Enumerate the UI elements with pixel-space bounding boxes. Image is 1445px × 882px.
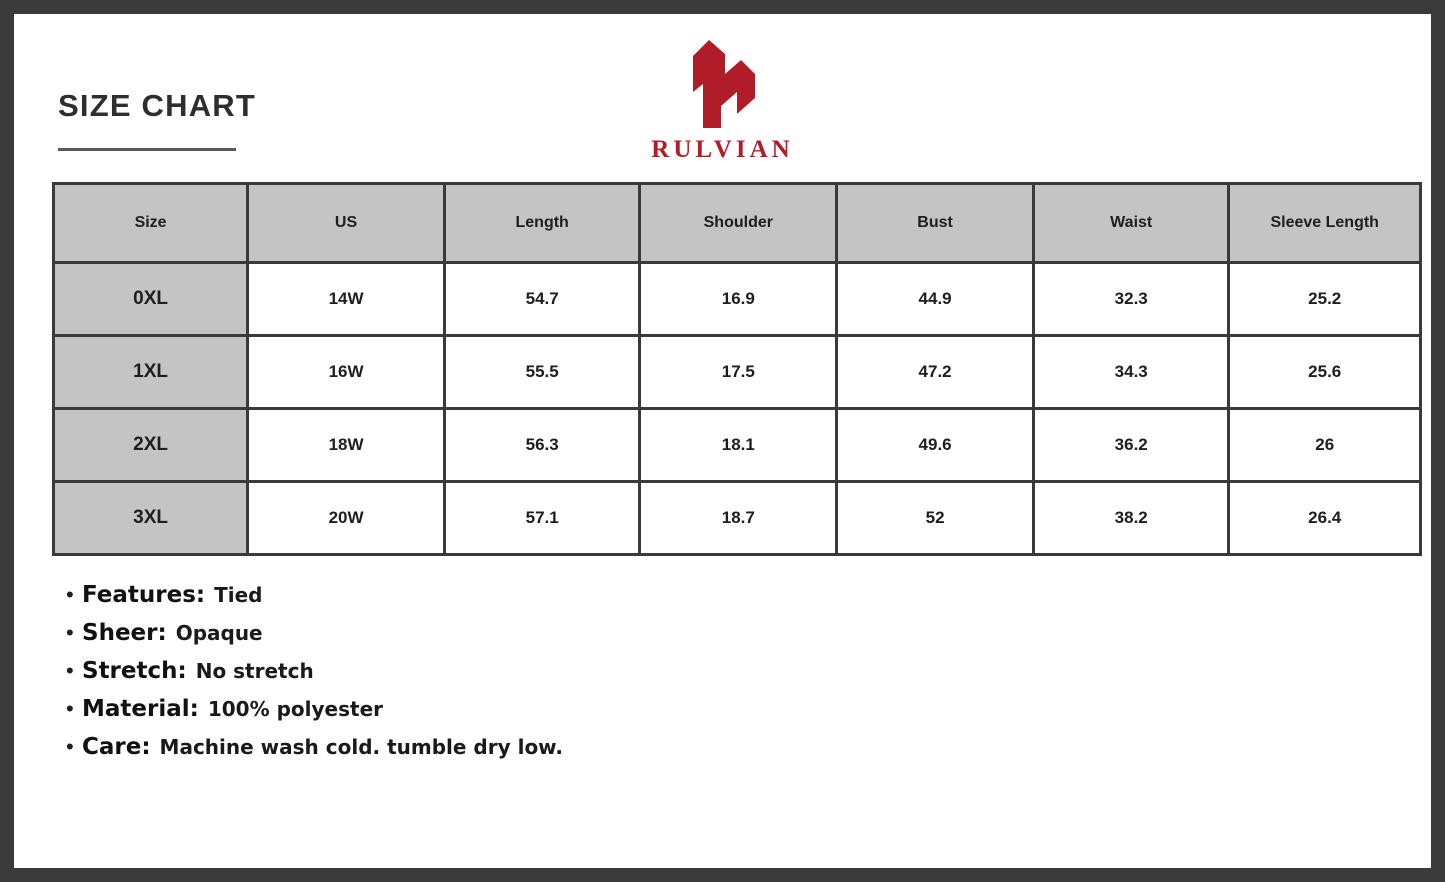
cell-length: 55.5 <box>446 337 638 407</box>
column-header-shoulder: Shoulder <box>641 185 835 261</box>
column-header-sleeve-length: Sleeve Length <box>1230 185 1419 261</box>
list-item <box>66 582 1366 608</box>
cell-size: 2XL <box>55 410 246 480</box>
column-header-length: Length <box>446 185 638 261</box>
bullet-icon: • <box>66 658 74 683</box>
cell-waist: 36.2 <box>1035 410 1227 480</box>
note-label: Sheer: <box>82 620 167 646</box>
cell-sleeve: 25.6 <box>1230 337 1419 407</box>
cell-waist: 32.3 <box>1035 264 1227 334</box>
bullet-icon: • <box>66 620 74 645</box>
table-header-row <box>55 185 1419 261</box>
bullet-icon: • <box>66 696 74 721</box>
cell-bust: 44.9 <box>838 264 1032 334</box>
cell-shoulder: 18.1 <box>641 410 835 480</box>
brand-block <box>14 40 1431 164</box>
cell-waist: 34.3 <box>1035 337 1227 407</box>
cell-size: 3XL <box>55 483 246 553</box>
note-value: 100% polyester <box>207 697 383 721</box>
note-value: Tied <box>214 583 263 607</box>
rulvian-r-logo-icon <box>663 40 783 132</box>
cell-waist: 38.2 <box>1035 483 1227 553</box>
list-item <box>66 734 1366 760</box>
page-inner <box>14 14 1431 868</box>
note-label: Stretch: <box>82 658 187 684</box>
header <box>14 14 1431 164</box>
bullet-icon: • <box>66 582 74 607</box>
column-header-bust: Bust <box>838 185 1032 261</box>
cell-sleeve: 25.2 <box>1230 264 1419 334</box>
cell-us: 14W <box>249 264 443 334</box>
list-item <box>66 658 1366 684</box>
note-label: Care: <box>82 734 151 760</box>
cell-shoulder: 18.7 <box>641 483 835 553</box>
size-table <box>52 182 1422 556</box>
table-body <box>55 264 1419 553</box>
cell-bust: 49.6 <box>838 410 1032 480</box>
page-title: SIZE CHART <box>58 88 256 123</box>
cell-size: 0XL <box>55 264 246 334</box>
table-row <box>55 410 1419 480</box>
table-row <box>55 337 1419 407</box>
note-value: Machine wash cold. tumble dry low. <box>159 735 563 759</box>
note-value: No stretch <box>195 659 314 683</box>
column-header-us: US <box>249 185 443 261</box>
table-header <box>55 185 1419 261</box>
bullet-icon: • <box>66 734 74 759</box>
cell-shoulder: 17.5 <box>641 337 835 407</box>
cell-length: 57.1 <box>446 483 638 553</box>
note-value: Opaque <box>175 621 263 645</box>
cell-length: 56.3 <box>446 410 638 480</box>
column-header-waist: Waist <box>1035 185 1227 261</box>
note-label: Features: <box>82 582 206 608</box>
cell-size: 1XL <box>55 337 246 407</box>
cell-us: 18W <box>249 410 443 480</box>
list-item <box>66 620 1366 646</box>
cell-us: 16W <box>249 337 443 407</box>
cell-bust: 47.2 <box>838 337 1032 407</box>
note-label: Material: <box>82 696 199 722</box>
column-header-size: Size <box>55 185 246 261</box>
cell-length: 54.7 <box>446 264 638 334</box>
table-row <box>55 483 1419 553</box>
cell-shoulder: 16.9 <box>641 264 835 334</box>
cell-sleeve: 26.4 <box>1230 483 1419 553</box>
table-row <box>55 264 1419 334</box>
list-item <box>66 696 1366 722</box>
product-notes <box>66 582 1366 772</box>
brand-name: RULVIAN <box>651 136 794 163</box>
cell-bust: 52 <box>838 483 1032 553</box>
cell-sleeve: 26 <box>1230 410 1419 480</box>
size-table-wrap <box>52 182 1422 556</box>
cell-us: 20W <box>249 483 443 553</box>
